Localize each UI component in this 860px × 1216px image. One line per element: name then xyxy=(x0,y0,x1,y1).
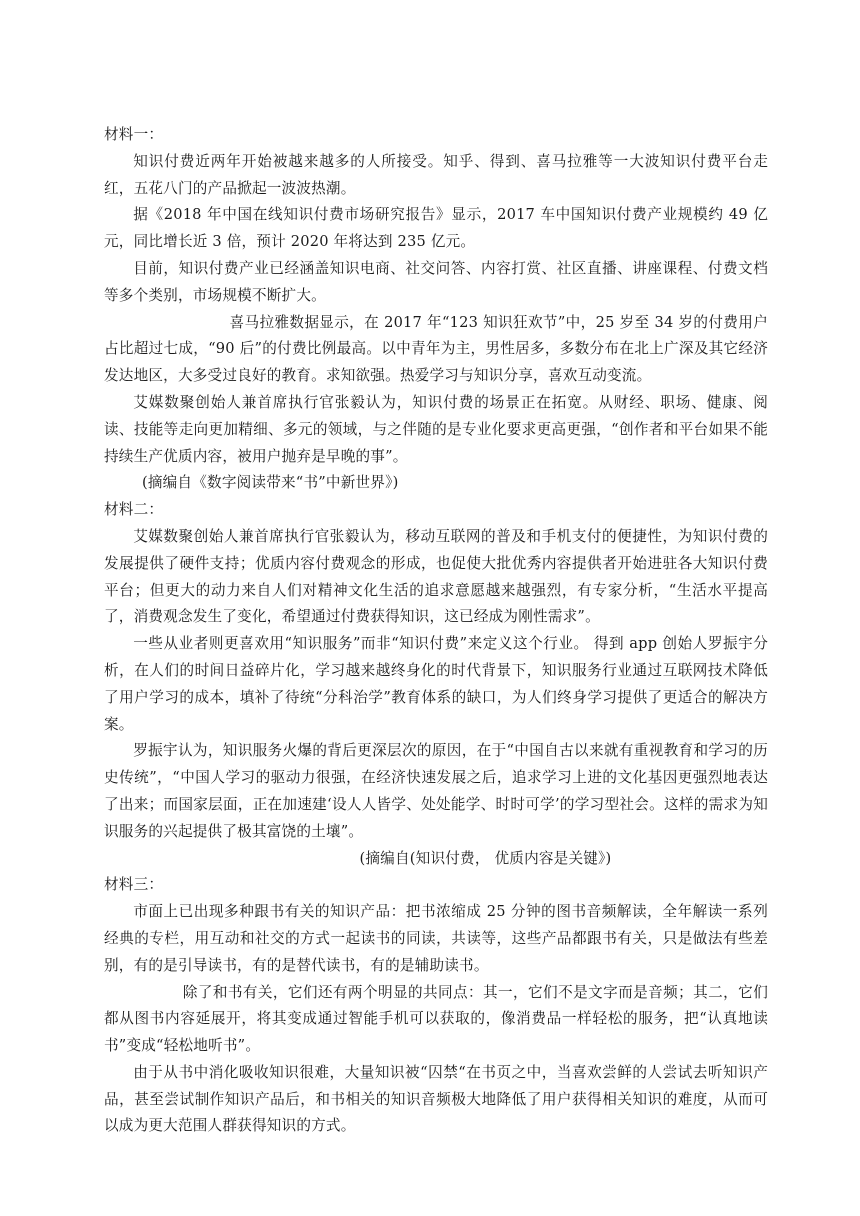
paragraph: 由于从书中消化吸收知识很难，大量知识被“囚禁“在书页之中，当喜欢尝鲜的人尝试去听知识产品，甚至尝试制作知识产品后，和书相关的知识音频极大地降低了用户获得相关知识的难度，从而可以成为更大范围人群获得知识的方式。 xyxy=(104,1063,768,1135)
paragraph: 据《2018 年中国在线知识付费市场研究报告》显示，2017 车中国知识付费产业规模约 49 亿元，同比增长近 3 倍，预计 2020 年将达到 235 亿元。 xyxy=(104,206,768,251)
source-citation-2: (摘编自(知识付费， 优质内容是关键》) xyxy=(359,849,612,867)
paragraph: 喜马拉雅数据显示，在 2017 年“123 知识狂欢节”中，25 岁至 34 岁的付费用户占比超过七成，“90 后”的付费比例最高。以中青年为主，男性居多，多数分布在北上广深及其它经济发达地区，大多受过良好的教育。求知欲强。热爱学习与知识分享，喜欢互动变流。 xyxy=(104,313,768,385)
paragraph: 目前，知识付费产业已经涵盖知识电商、社交问答、内容打赏、社区直播、讲座课程、付费文档等多个类别，市场规模不断扩大。 xyxy=(104,259,768,304)
section-heading-2: 材料二： xyxy=(104,501,164,519)
section-heading-1: 材料一： xyxy=(104,126,164,143)
paragraph: 一些从业者则更喜欢用“知识服务”而非“知识付费”来定义这个行业。 得到 app 创始人罗振宇分析，在人们的时间日益碎片化，学习越来越终身化的时代背景下，知识服务行业通过互联网技术降低了用户学习的成本，填补了待统“分科治学”教育体系的缺口，为人们终身学习提供了更适合的解决方案。 xyxy=(104,635,768,733)
paragraph: 除了和书有关，它们还有两个明显的共同点：其一，它们不是文字而是音频；其二，它们都从图书内容延展开，将其变成通过智能手机可以获取的，像消费品一样轻松的服务，把“认真地读书”变成“轻松地听书”。 xyxy=(104,983,768,1055)
paragraph: 艾媒数聚创始人兼首席执行官张毅认为，移动互联网的普及和手机支付的便捷性，为知识付费的发展提供了硬件支持；优质内容付费观念的形成，也促使大批优秀内容提供者开始进驻各大知识付费平台；但更大的动力来自人们对精神文化生活的追求意愿越来越强烈，有专家分析，“生活水平提高了，消费观念发生了变化，希望通过付费获得知识，这已经成为刚性需求”。 xyxy=(104,527,768,626)
document-body xyxy=(104,122,768,1140)
paragraph: 市面上已出现多种跟书有关的知识产品：把书浓缩成 25 分钟的图书音频解读，全年解读一系列经典的专栏，用互动和社交的方式一起读书的同读，共读等，这些产品都跟书有关，只是做法有些差别，有的是引导读书，有的是替代读书，有的是辅助读书。 xyxy=(104,903,768,974)
section-heading-3: 材料三： xyxy=(104,876,164,894)
paragraph: 艾媒数聚创始人兼首席执行官张毅认为，知识付费的场景正在拓宽。从财经、职场、健康、阅读、技能等走向更加精细、多元的领域，与之伴随的是专业化要求更高更强，“创作者和平台如果不能持续生产优质内容，被用户抛弃是早晚的事”。 xyxy=(104,393,768,465)
paragraph: 知识付费近两年开始被越来越多的人所接受。知乎、得到、喜马拉雅等一大波知识付费平台走红，五花八门的产品掀起一波波热潮。 xyxy=(104,152,768,197)
source-citation-1: (摘编自《数字阅读带来“书”中新世界》) xyxy=(141,474,399,492)
paragraph: 罗振宇认为，知识服务火爆的背后更深层次的原因，在于“中国自古以来就有重视教育和学习的历史传统”，“中国人学习的驱动力很强，在经济快速发展之后，追求学习上进的文化基因更强烈地表达了出来；而国家层面，正在加速建‘设人人皆学、处处能学、时时可学’的学习型社会。这样的需求为知识服务的兴起提供了极其富饶的土壤”。 xyxy=(104,742,768,840)
